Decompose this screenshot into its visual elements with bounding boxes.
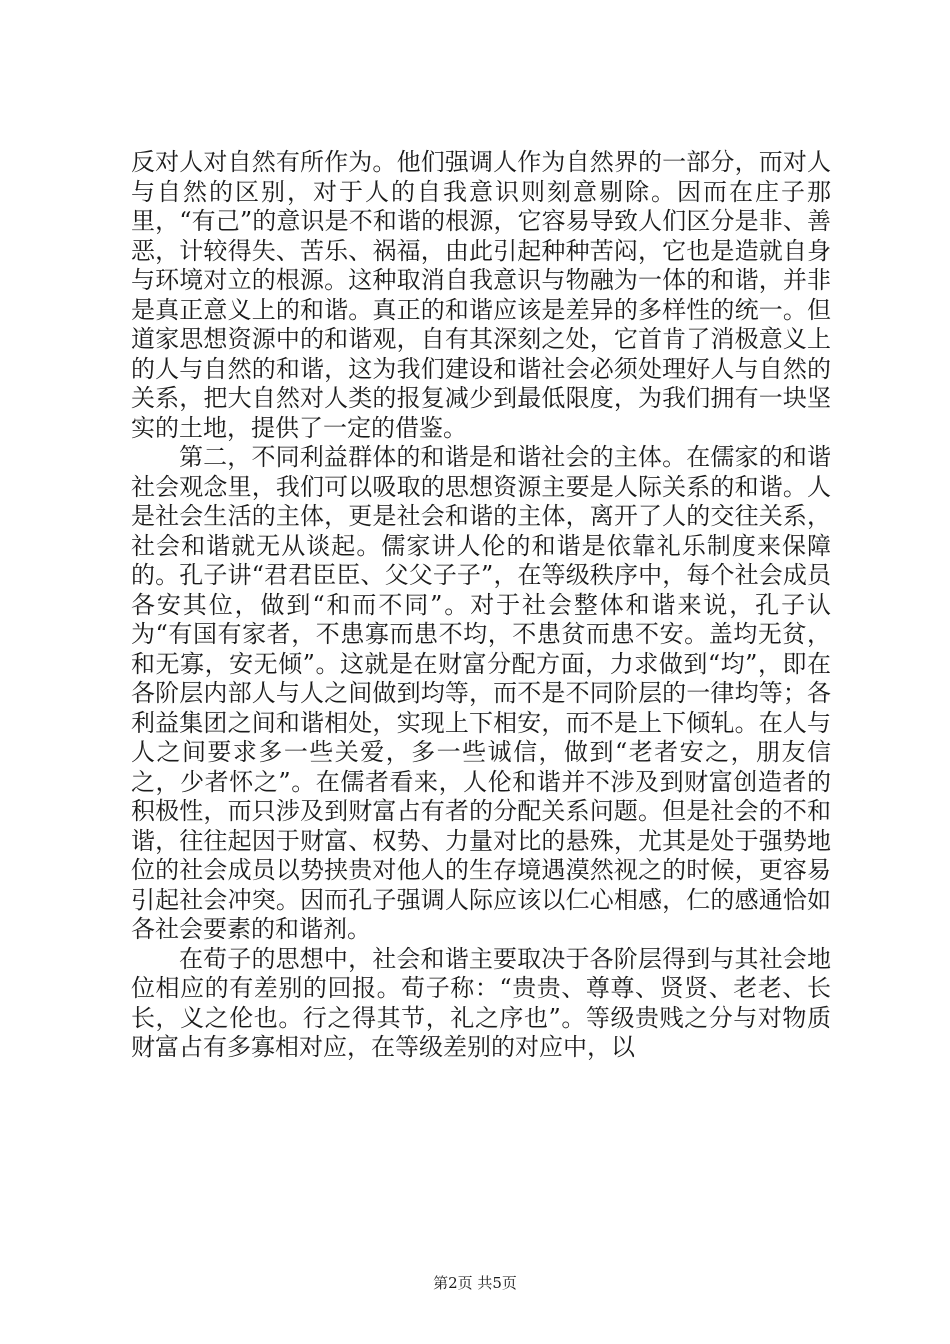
paragraph-2: 第二，不同利益群体的和谐是和谐社会的主体。在儒家的和谐社会观念里，我们可以吸取的思想资源主要是人际关系的和谐。人是社会生活的主体，更是社会和谐的主体，离开了人的交往关系，社会和谐就无从谈起。儒家讲人伦的和谐是依靠礼乐制度来保障的。孔子讲“君君臣臣、父父子子”，在等级秩序中，每个社会成员各安其位，做到“和而不同”。对于社会整体和谐来说，孔子认为“有国有家者，不患寡而患不均，不患贫而患不安。盖均无贫，和无寡，安无倾”。这就是在财富分配方面，力求做到“均”，即在各阶层内部人与人之间做到均等，而不是不同阶层的一律均等；各利益集团之间和谐相处，实现上下相安，而不是上下倾轧。在人与人之间要求多一些关爱，多一些诚信，做到“老者安之，朋友信之，少者怀之”。在儒者看来，人伦和谐并不涉及到财富创造者的积极性，而只涉及到财富占有者的分配关系问题。但是社会的不和谐，往往起因于财富、权势、力量对比的悬殊，尤其是处于强势地位的社会成员以势挟贵对他人的生存境遇漠然视之的时候，更容易引起社会冲突。因而孔子强调人际应该以仁心相感，仁的感通恰如各社会要素的和谐剂。: [131, 443, 831, 943]
paragraph-1: 反对人对自然有所作为。他们强调人作为自然界的一部分，而对人与自然的区别，对于人的自我意识则刻意剔除。因而在庄子那里，“有己”的意识是不和谐的根源，它容易导致人们区分是非、善恶，计较得失、苦乐、祸福，由此引起种种苦闷，它也是造就自身与环境对立的根源。这种取消自我意识与物融为一体的和谐，并非是真正意义上的和谐。真正的和谐应该是差异的多样性的统一。但道家思想资源中的和谐观，自有其深刻之处，它首肯了消极意义上的人与自然的和谐，这为我们建设和谐社会必须处理好人与自然的关系，把大自然对人类的报复减少到最低限度，为我们拥有一块坚实的土地，提供了一定的借鉴。: [131, 148, 831, 442]
page-footer: [0, 1272, 950, 1293]
document-body: [131, 148, 831, 1063]
paragraph-3: 在荀子的思想中，社会和谐主要取决于各阶层得到与其社会地位相应的有差别的回报。荀子称：“贵贵、尊尊、贤贤、老老、长长，义之伦也。行之得其节，礼之序也”。等级贵贱之分与对物质财富占有多寡相对应，在等级差别的对应中，以: [131, 944, 831, 1061]
page-number-label: 第2页 共5页: [433, 1274, 517, 1292]
